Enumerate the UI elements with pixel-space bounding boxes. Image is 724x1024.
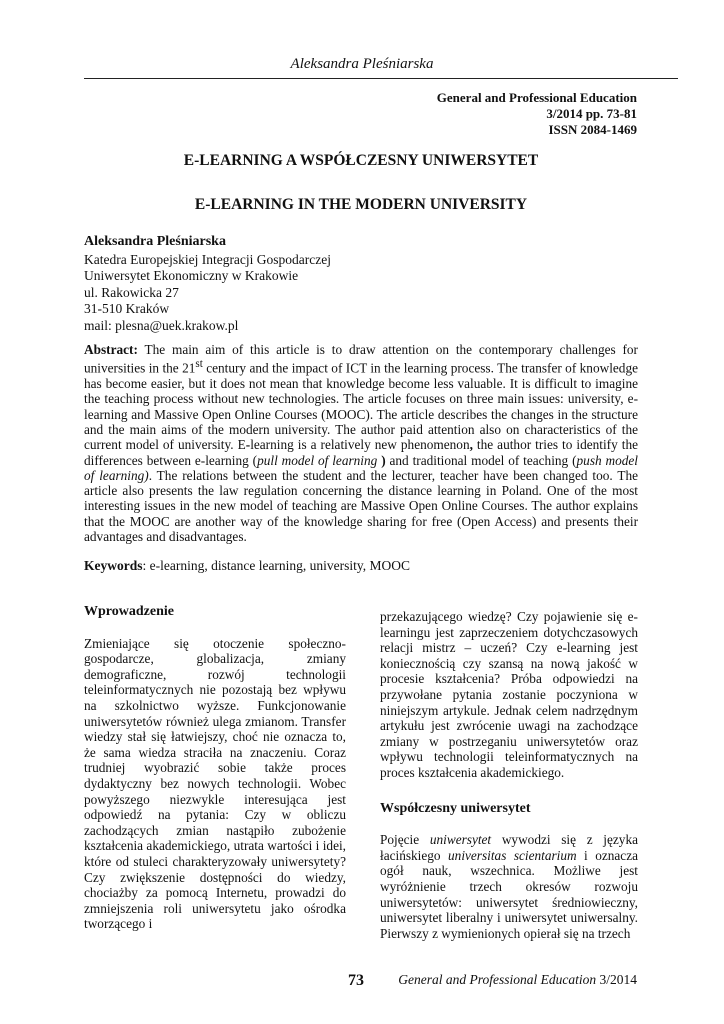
running-head: Aleksandra Pleśniarska (290, 56, 434, 72)
page-number: 73 (348, 972, 364, 989)
author-email[interactable]: mail: plesna@uek.krakow.pl (84, 317, 239, 333)
keywords-text: : e-learning, distance learning, university, MOOC (142, 558, 411, 573)
abstract (84, 342, 638, 544)
footer-journal (398, 972, 637, 988)
abstract-pull: pull model of learning (257, 452, 378, 468)
author-dept: Katedra Europejskiej Integracji Gospodarczej (84, 251, 332, 267)
title-polish: E-LEARNING A WSPÓŁCZESNY UNIWERSYTET (183, 152, 539, 169)
intro-continued-paragraph: przekazującego wiedzę? Czy pojawienie się e-learningu jest zaprzeczeniem dotychczasowych relacji mistrz – uczeń? Czy e-learning jest koniecznością czy szansą na nową jakość w procesie kształcenia? Próba odpowiedzi na przywołane pytania zostanie poczyniona w niniejszym artykule. Jednak celem nadrzędnym artykułu jest zwrócenie uwagi na zachodzące zmiany w postrzeganiu uniwersytetów oraz wpływu technologii teleinformatycznych na proces kształcenia akademickiego. (380, 609, 638, 780)
keywords (84, 558, 638, 574)
journal-issn: ISSN 2084-1469 (548, 122, 637, 137)
mu-text-c: wywodzi się z języka łacińskiego (380, 832, 638, 863)
mu-term-uniwersytet: uniwersytet (429, 832, 492, 848)
right-column (380, 609, 638, 941)
modern-university-paragraph (380, 832, 638, 941)
title-english: E-LEARNING IN THE MODERN UNIVERSITY (194, 196, 528, 213)
section-heading-modern-university: Współczesny uniwersytet (380, 800, 531, 816)
left-column (84, 604, 346, 932)
footer-journal-name: General and Professional Education (398, 972, 597, 987)
mu-term-latin: universitas scientarium (448, 847, 577, 863)
author-street: ul. Rakowicka 27 (84, 284, 179, 300)
abstract-paren: ) (381, 452, 386, 468)
journal-name: General and Professional Education (436, 90, 637, 105)
abstract-text-1: The main aim of this article is to draw attention on the contemporary challenges for universities in the 21 (84, 342, 638, 376)
journal-info (437, 90, 637, 138)
abstract-label: Abstract: (84, 342, 138, 357)
section-heading-intro: Wprowadzenie (84, 604, 174, 619)
abstract-text-5: . The relations between the student and the lecturer, teacher have been changed too. The article also presents the law regulation concerning the distance learning in Poland. One of the most interesting issues in the new model of teaching are Massive Open Online Courses. The author explains that the MOOC are another way of the knowledge sharing for free (Open Access) and presents their advantages and disadvantages. (84, 467, 639, 544)
abstract-text-2c: learning is a relatively new phenomenon (250, 437, 470, 453)
author-university: Uniwersytet Ekonomiczny w Krakowie (84, 268, 299, 283)
abstract-text-2: century and the impact of ICT in the learning process. The transfer of knowledge has become easier, but it does not mean that knowledge become less valuable. It is difficult to imagine the teaching process without new technologies. The article focuses on three main issues: university, e-learning and Massive Open Online Courses (MOOC). The article describes the changes in the structure and the main aims of the modern university. The author paid attention also on characteristics of the current model of university. E (84, 360, 638, 453)
abstract-text-3: the author tries to identify the differences between e-learning ( (84, 437, 638, 468)
author-city: 31-510 Kraków (84, 301, 170, 316)
abstract-dash: - (245, 437, 251, 453)
abstract-sup: st (195, 358, 203, 371)
author-name: Aleksandra Pleśniarska (84, 234, 226, 249)
abstract-push: push model of learning) (84, 452, 639, 483)
intro-paragraph: Zmieniające się otoczenie społeczno-gospodarcze, globalizacja, zmiany demograficzne, rozwój technologii teleinformatycznych nie pozostają bez wpływu na szkolnictwo wyższe. Funkcjonowanie uniwersytetów również ulega zmianom. Transfer wiedzy stał się łatwiejszy, choć nie oznacza to, że sama wiedza straciła na znaczeniu. Coraz trudniej wyobrazić sobie także proces dydaktyczny bez nowych technologii. Wobec powyższego niezwykle interesująca jest odpowiedź na pytania: Czy w obliczu zachodzących zmian nastąpiło zubożenie kształcenia akademickiego, utrata wartości i idei, które od stuleci charakteryzowały uniwersytety? Czy zwiększenie dostępności do wiedzy, chociażby za pomocą Internetu, prowadzi do zmniejszenia roli uniwersytetu jako ośrodka tworzącego i (84, 635, 346, 932)
keywords-label: Keywords (84, 558, 143, 573)
author-block (84, 234, 331, 334)
header-rule (84, 78, 678, 79)
footer-issue: 3/2014 (596, 972, 637, 987)
mu-text-a: Pojęcie (380, 832, 430, 848)
abstract-comma: , (469, 437, 473, 453)
journal-issue: 3/2014 pp. 73-81 (546, 106, 637, 121)
mu-text-e: i oznacza ogół nauk, wszechnica. Możliwe jest wyróżnienie trzech okresów rozwoju uniwersytetów: uniwersytet średniowieczny, uniwersytet liberalny i uniwersytet uniwersalny. Pierwszy z wymienionych opierał się na trzech (380, 847, 639, 941)
abstract-text-4: and traditional model of teaching ( (385, 452, 577, 468)
